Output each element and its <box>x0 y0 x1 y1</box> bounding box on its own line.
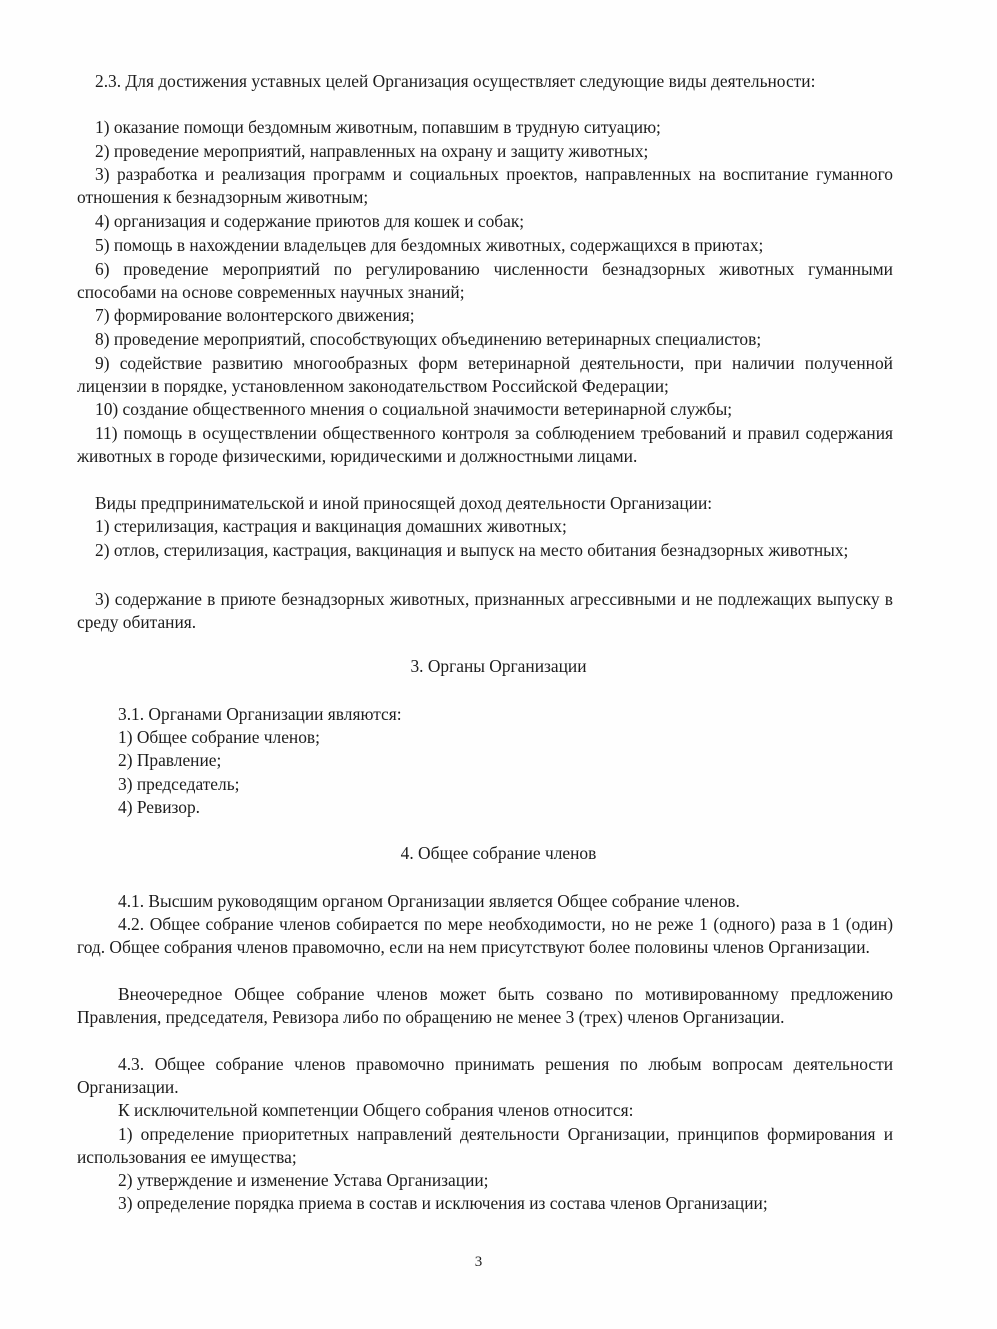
activity-item: 6) проведение мероприятий по регулированию численности безнадзорных животных гуманными способами на основе современных научных знаний; <box>77 259 893 303</box>
body-item: 1) Общее собрание членов; <box>118 727 320 748</box>
bodies-list <box>118 703 402 819</box>
competence-item: 3) определение порядка приема в состав и исключения из состава членов Организации; <box>118 1193 768 1213</box>
activity-item: 10) создание общественного мнения о социальной значимости ветеринарной службы; <box>95 399 733 419</box>
paragraph-4-2: 4.2. Общее собрание членов собирается по мере необходимости, но не реже 1 (одного) раза в 1 (один) год. Общее собрания членов правомочно, если на нем присутствуют более половины членов Организации. <box>77 914 893 958</box>
activity-item: 9) содействие развитию многообразных форм ветеринарной деятельности, при наличии полученной лицензии в порядке, установленном законодательством Российской Федерации; <box>77 353 893 397</box>
page-number: 3 <box>474 1254 483 1270</box>
business-item: 3) содержание в приюте безнадзорных животных, признанных агрессивными и не подлежащих выпуску в среду обитания. <box>77 589 893 633</box>
section-3-heading: 3. Органы Организации <box>410 656 587 676</box>
activity-item: 11) помощь в осуществлении общественного контроля за соблюдением требований и правил содержания животных в городе физическими, юридическими и должностными лицами. <box>77 423 893 467</box>
business-item: 2) отлов, стерилизация, кастрация, вакцинация и выпуск на место обитания безнадзорных животных; <box>95 540 849 560</box>
body-item: 2) Правление; <box>118 750 222 771</box>
activity-item: 8) проведение мероприятий, способствующих объединению ветеринарных специалистов; <box>95 329 762 349</box>
activity-item: 2) проведение мероприятий, направленных на охрану и защиту животных; <box>95 141 649 161</box>
activity-item: 4) организация и содержание приютов для кошек и собак; <box>95 211 525 231</box>
activity-item: 3) разработка и реализация программ и социальных проектов, направленных на воспитание гуманного отношения к безнадзорным животным; <box>77 164 893 208</box>
body-item: 4) Ревизор. <box>118 796 201 817</box>
activity-item: 7) формирование волонтерского движения; <box>95 305 415 325</box>
bodies-intro: 3.1. Органами Организации являются: <box>118 704 402 724</box>
body-item: 3) председатель; <box>118 773 240 794</box>
competence-item: 1) определение приоритетных направлений деятельности Организации, принципов формирования и использования ее имущества; <box>77 1124 893 1168</box>
competence-intro: К исключительной компетенции Общего собрания членов относится: <box>118 1100 634 1120</box>
business-activities-intro: Виды предпринимательской и иной приносящей доход деятельности Организации: <box>95 493 713 513</box>
business-item: 1) стерилизация, кастрация и вакцинация домашних животных; <box>95 516 567 536</box>
paragraph-2-3-intro: 2.3. Для достижения уставных целей Организация осуществляет следующие виды деятельности: <box>95 71 816 91</box>
activity-item: 1) оказание помощи бездомным животным, попавшим в трудную ситуацию; <box>95 117 661 137</box>
competence-item: 2) утверждение и изменение Устава Организации; <box>118 1170 489 1190</box>
paragraph-extraordinary-meeting: Внеочередное Общее собрание членов может быть созвано по мотивированному предложению Правления, председателя, Ревизора либо по обращению не менее 3 (трех) членов Организации. <box>77 984 893 1028</box>
paragraph-4-3: 4.3. Общее собрание членов правомочно принимать решения по любым вопросам деятельности Организации. <box>77 1054 893 1098</box>
paragraph-4-1: 4.1. Высшим руководящим органом Организации является Общее собрание членов. <box>118 891 740 911</box>
section-4-heading: 4. Общее собрание членов <box>400 843 597 863</box>
activity-item: 5) помощь в нахождении владельцев для бездомных животных, содержащихся в приютах; <box>95 235 764 255</box>
